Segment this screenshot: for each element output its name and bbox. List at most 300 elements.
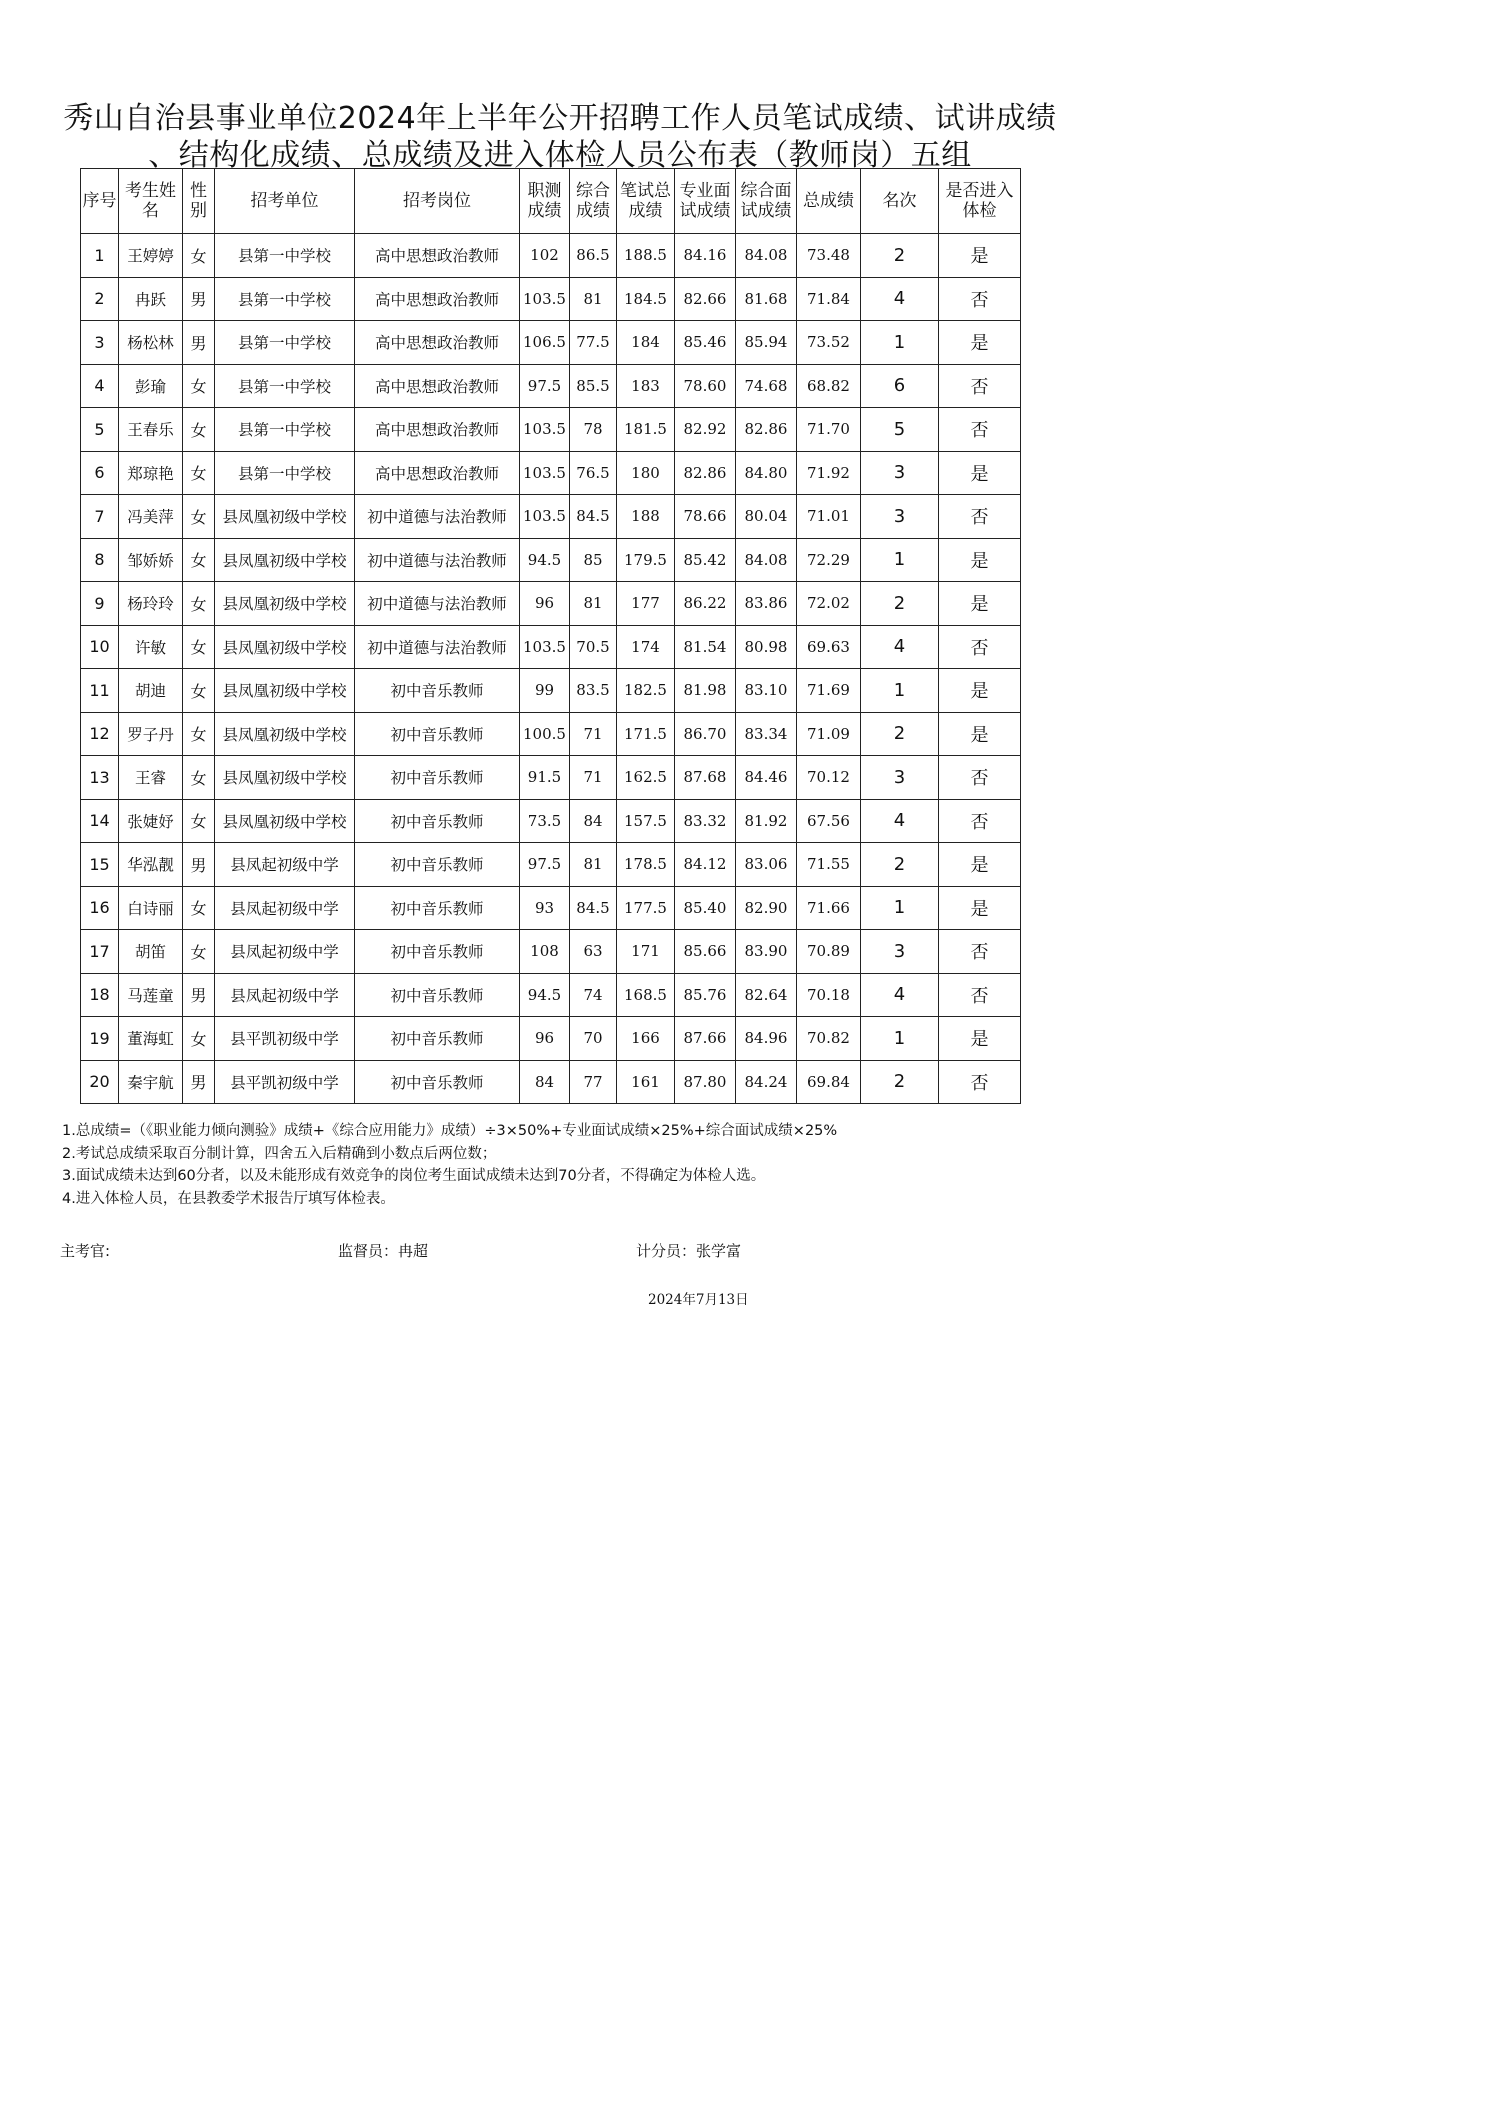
cell-rank: 1 xyxy=(861,538,939,582)
column-header: 性别 xyxy=(183,169,215,234)
cell-post: 初中音乐教师 xyxy=(355,799,520,843)
cell-seq: 13 xyxy=(81,756,119,800)
notes xyxy=(62,1120,837,1210)
cell-post: 初中音乐教师 xyxy=(355,756,520,800)
cell-name: 马莲童 xyxy=(119,973,183,1017)
cell-mianshi: 83.90 xyxy=(736,930,797,974)
cell-mianshi: 85.94 xyxy=(736,321,797,365)
column-header: 笔试总成绩 xyxy=(617,169,675,234)
cell-flag: 是 xyxy=(939,582,1021,626)
cell-zhuanye: 78.60 xyxy=(675,364,736,408)
cell-gender: 女 xyxy=(183,538,215,582)
cell-unit: 县第一中学校 xyxy=(215,321,355,365)
cell-total: 70.82 xyxy=(797,1017,861,1061)
cell-bishi: 184.5 xyxy=(617,277,675,321)
cell-rank: 2 xyxy=(861,234,939,278)
cell-post: 初中音乐教师 xyxy=(355,843,520,887)
cell-post: 初中音乐教师 xyxy=(355,712,520,756)
cell-flag: 是 xyxy=(939,1017,1021,1061)
cell-bishi: 177.5 xyxy=(617,886,675,930)
column-header: 专业面试成绩 xyxy=(675,169,736,234)
cell-flag: 是 xyxy=(939,538,1021,582)
cell-post: 高中思想政治教师 xyxy=(355,234,520,278)
cell-zonghe: 81 xyxy=(570,582,617,626)
cell-seq: 19 xyxy=(81,1017,119,1061)
cell-total: 71.09 xyxy=(797,712,861,756)
cell-zhice: 93 xyxy=(520,886,570,930)
cell-post: 初中道德与法治教师 xyxy=(355,625,520,669)
cell-zhice: 97.5 xyxy=(520,364,570,408)
table-row xyxy=(81,625,1021,669)
scorer-signature: 计分员：张学富 xyxy=(636,1242,742,1260)
cell-unit: 县凤凰初级中学校 xyxy=(215,582,355,626)
cell-seq: 10 xyxy=(81,625,119,669)
cell-mianshi: 81.68 xyxy=(736,277,797,321)
note-4: 4.进入体检人员，在县教委学术报告厅填写体检表。 xyxy=(62,1190,395,1207)
cell-total: 70.89 xyxy=(797,930,861,974)
cell-gender: 女 xyxy=(183,712,215,756)
cell-zhuanye: 85.40 xyxy=(675,886,736,930)
table-row xyxy=(81,234,1021,278)
cell-zhice: 103.5 xyxy=(520,277,570,321)
cell-post: 初中音乐教师 xyxy=(355,1017,520,1061)
cell-name: 许敏 xyxy=(119,625,183,669)
examiner-signature: 主考官: xyxy=(60,1242,111,1260)
cell-seq: 18 xyxy=(81,973,119,1017)
cell-unit: 县平凯初级中学 xyxy=(215,1017,355,1061)
table-row xyxy=(81,582,1021,626)
cell-zhuanye: 86.22 xyxy=(675,582,736,626)
cell-name: 杨玲玲 xyxy=(119,582,183,626)
cell-flag: 是 xyxy=(939,712,1021,756)
cell-post: 高中思想政治教师 xyxy=(355,408,520,452)
cell-post: 高中思想政治教师 xyxy=(355,277,520,321)
cell-zhice: 103.5 xyxy=(520,408,570,452)
cell-gender: 男 xyxy=(183,843,215,887)
cell-mianshi: 82.64 xyxy=(736,973,797,1017)
note-3: 3.面试成绩未达到60分者，以及未能形成有效竞争的岗位考生面试成绩未达到70分者，不得确定为体检人选。 xyxy=(62,1168,766,1184)
cell-rank: 2 xyxy=(861,712,939,756)
cell-name: 王春乐 xyxy=(119,408,183,452)
cell-name: 华泓靓 xyxy=(119,843,183,887)
cell-post: 初中道德与法治教师 xyxy=(355,538,520,582)
cell-zhuanye: 85.76 xyxy=(675,973,736,1017)
cell-zonghe: 77 xyxy=(570,1060,617,1104)
table-row xyxy=(81,1017,1021,1061)
document-date: 2024年7月13日 xyxy=(648,1292,749,1308)
column-header: 综合成绩 xyxy=(570,169,617,234)
column-header: 职测成绩 xyxy=(520,169,570,234)
cell-name: 董海虹 xyxy=(119,1017,183,1061)
cell-bishi: 182.5 xyxy=(617,669,675,713)
table-row xyxy=(81,495,1021,539)
cell-zonghe: 85.5 xyxy=(570,364,617,408)
cell-name: 杨松林 xyxy=(119,321,183,365)
cell-zonghe: 71 xyxy=(570,756,617,800)
cell-zhuanye: 82.86 xyxy=(675,451,736,495)
table-row xyxy=(81,408,1021,452)
table-row xyxy=(81,321,1021,365)
cell-mianshi: 80.04 xyxy=(736,495,797,539)
cell-bishi: 171 xyxy=(617,930,675,974)
cell-bishi: 180 xyxy=(617,451,675,495)
cell-unit: 县第一中学校 xyxy=(215,451,355,495)
cell-zhice: 99 xyxy=(520,669,570,713)
cell-zonghe: 81 xyxy=(570,843,617,887)
cell-bishi: 181.5 xyxy=(617,408,675,452)
cell-rank: 1 xyxy=(861,886,939,930)
cell-mianshi: 84.46 xyxy=(736,756,797,800)
cell-zhuanye: 81.54 xyxy=(675,625,736,669)
cell-gender: 男 xyxy=(183,321,215,365)
note-2: 2.考试总成绩采取百分制计算，四舍五入后精确到小数点后两位数； xyxy=(62,1145,497,1162)
cell-name: 王婷婷 xyxy=(119,234,183,278)
cell-zonghe: 86.5 xyxy=(570,234,617,278)
cell-zhuanye: 87.68 xyxy=(675,756,736,800)
cell-mianshi: 84.24 xyxy=(736,1060,797,1104)
cell-zonghe: 70.5 xyxy=(570,625,617,669)
cell-unit: 县凤凰初级中学校 xyxy=(215,538,355,582)
cell-zhuanye: 78.66 xyxy=(675,495,736,539)
cell-total: 71.84 xyxy=(797,277,861,321)
cell-name: 冯美萍 xyxy=(119,495,183,539)
cell-bishi: 161 xyxy=(617,1060,675,1104)
column-header: 考生姓名 xyxy=(119,169,183,234)
cell-flag: 否 xyxy=(939,1060,1021,1104)
cell-total: 72.29 xyxy=(797,538,861,582)
cell-seq: 16 xyxy=(81,886,119,930)
cell-post: 初中音乐教师 xyxy=(355,930,520,974)
cell-rank: 1 xyxy=(861,669,939,713)
cell-rank: 3 xyxy=(861,451,939,495)
cell-gender: 女 xyxy=(183,886,215,930)
cell-name: 邹娇娇 xyxy=(119,538,183,582)
cell-unit: 县凤凰初级中学校 xyxy=(215,669,355,713)
cell-seq: 9 xyxy=(81,582,119,626)
cell-gender: 女 xyxy=(183,625,215,669)
cell-mianshi: 83.34 xyxy=(736,712,797,756)
cell-rank: 1 xyxy=(861,1017,939,1061)
table-row xyxy=(81,277,1021,321)
cell-unit: 县凤凰初级中学校 xyxy=(215,756,355,800)
cell-gender: 男 xyxy=(183,973,215,1017)
cell-seq: 5 xyxy=(81,408,119,452)
cell-zhice: 91.5 xyxy=(520,756,570,800)
cell-rank: 2 xyxy=(861,843,939,887)
cell-rank: 4 xyxy=(861,277,939,321)
cell-seq: 17 xyxy=(81,930,119,974)
column-header: 招考单位 xyxy=(215,169,355,234)
cell-mianshi: 82.86 xyxy=(736,408,797,452)
cell-gender: 女 xyxy=(183,582,215,626)
table-row xyxy=(81,669,1021,713)
cell-flag: 否 xyxy=(939,625,1021,669)
cell-mianshi: 84.08 xyxy=(736,234,797,278)
cell-total: 71.92 xyxy=(797,451,861,495)
cell-name: 秦宇航 xyxy=(119,1060,183,1104)
cell-unit: 县凤凰初级中学校 xyxy=(215,799,355,843)
cell-mianshi: 84.96 xyxy=(736,1017,797,1061)
cell-zonghe: 74 xyxy=(570,973,617,1017)
cell-zhuanye: 86.70 xyxy=(675,712,736,756)
cell-zhice: 94.5 xyxy=(520,538,570,582)
note-1: 1.总成绩=（《职业能力倾向测验》成绩+《综合应用能力》成绩）÷3×50%+专业面试成绩×25%+综合面试成绩×25% xyxy=(62,1123,838,1139)
results-table xyxy=(80,168,1021,1104)
cell-zhice: 84 xyxy=(520,1060,570,1104)
cell-zonghe: 77.5 xyxy=(570,321,617,365)
cell-flag: 是 xyxy=(939,321,1021,365)
cell-mianshi: 82.90 xyxy=(736,886,797,930)
cell-rank: 4 xyxy=(861,973,939,1017)
cell-zhice: 100.5 xyxy=(520,712,570,756)
cell-total: 70.18 xyxy=(797,973,861,1017)
cell-name: 胡迪 xyxy=(119,669,183,713)
cell-gender: 女 xyxy=(183,234,215,278)
cell-rank: 2 xyxy=(861,582,939,626)
cell-bishi: 183 xyxy=(617,364,675,408)
cell-gender: 男 xyxy=(183,1060,215,1104)
table-row xyxy=(81,886,1021,930)
table-row xyxy=(81,538,1021,582)
cell-zhice: 108 xyxy=(520,930,570,974)
cell-zhuanye: 82.92 xyxy=(675,408,736,452)
cell-rank: 6 xyxy=(861,364,939,408)
cell-post: 初中音乐教师 xyxy=(355,886,520,930)
cell-flag: 是 xyxy=(939,886,1021,930)
cell-mianshi: 74.68 xyxy=(736,364,797,408)
cell-zhice: 73.5 xyxy=(520,799,570,843)
cell-zhuanye: 87.80 xyxy=(675,1060,736,1104)
cell-zonghe: 76.5 xyxy=(570,451,617,495)
cell-seq: 8 xyxy=(81,538,119,582)
cell-bishi: 166 xyxy=(617,1017,675,1061)
table-row xyxy=(81,1060,1021,1104)
cell-gender: 女 xyxy=(183,451,215,495)
cell-seq: 1 xyxy=(81,234,119,278)
cell-total: 69.63 xyxy=(797,625,861,669)
cell-post: 初中音乐教师 xyxy=(355,1060,520,1104)
cell-name: 王睿 xyxy=(119,756,183,800)
cell-total: 68.82 xyxy=(797,364,861,408)
cell-rank: 3 xyxy=(861,930,939,974)
table-row xyxy=(81,930,1021,974)
cell-gender: 男 xyxy=(183,277,215,321)
cell-flag: 否 xyxy=(939,408,1021,452)
cell-zhuanye: 85.42 xyxy=(675,538,736,582)
cell-unit: 县凤起初级中学 xyxy=(215,886,355,930)
cell-zonghe: 84.5 xyxy=(570,886,617,930)
cell-total: 71.70 xyxy=(797,408,861,452)
cell-zhuanye: 87.66 xyxy=(675,1017,736,1061)
cell-zonghe: 71 xyxy=(570,712,617,756)
cell-unit: 县凤凰初级中学校 xyxy=(215,625,355,669)
cell-zonghe: 85 xyxy=(570,538,617,582)
cell-flag: 否 xyxy=(939,973,1021,1017)
cell-post: 初中道德与法治教师 xyxy=(355,495,520,539)
table-row xyxy=(81,973,1021,1017)
cell-bishi: 174 xyxy=(617,625,675,669)
cell-rank: 3 xyxy=(861,756,939,800)
table-row xyxy=(81,451,1021,495)
cell-bishi: 162.5 xyxy=(617,756,675,800)
cell-flag: 否 xyxy=(939,930,1021,974)
cell-name: 张婕妤 xyxy=(119,799,183,843)
table-body xyxy=(81,234,1021,1104)
cell-zhuanye: 81.98 xyxy=(675,669,736,713)
cell-flag: 否 xyxy=(939,799,1021,843)
cell-unit: 县凤起初级中学 xyxy=(215,843,355,887)
cell-bishi: 179.5 xyxy=(617,538,675,582)
cell-bishi: 188.5 xyxy=(617,234,675,278)
cell-total: 73.52 xyxy=(797,321,861,365)
cell-bishi: 184 xyxy=(617,321,675,365)
cell-zhice: 103.5 xyxy=(520,495,570,539)
cell-mianshi: 83.06 xyxy=(736,843,797,887)
cell-zhuanye: 83.32 xyxy=(675,799,736,843)
cell-post: 初中音乐教师 xyxy=(355,669,520,713)
document-title-line1: 秀山自治县事业单位2024年上半年公开招聘工作人员笔试成绩、试讲成绩 xyxy=(63,101,1057,136)
column-header: 名次 xyxy=(861,169,939,234)
cell-gender: 女 xyxy=(183,364,215,408)
cell-zhuanye: 82.66 xyxy=(675,277,736,321)
cell-zhuanye: 84.16 xyxy=(675,234,736,278)
cell-seq: 6 xyxy=(81,451,119,495)
cell-zonghe: 78 xyxy=(570,408,617,452)
cell-gender: 女 xyxy=(183,495,215,539)
cell-post: 高中思想政治教师 xyxy=(355,451,520,495)
cell-flag: 否 xyxy=(939,756,1021,800)
cell-name: 白诗丽 xyxy=(119,886,183,930)
cell-seq: 14 xyxy=(81,799,119,843)
table-header-row xyxy=(81,169,1021,234)
cell-total: 71.66 xyxy=(797,886,861,930)
cell-total: 72.02 xyxy=(797,582,861,626)
cell-total: 67.56 xyxy=(797,799,861,843)
cell-zhice: 96 xyxy=(520,1017,570,1061)
document-title-line2: 、结构化成绩、总成绩及进入体检人员公布表（教师岗）五组 xyxy=(148,138,972,173)
cell-flag: 否 xyxy=(939,277,1021,321)
table-row xyxy=(81,799,1021,843)
cell-total: 70.12 xyxy=(797,756,861,800)
cell-flag: 是 xyxy=(939,669,1021,713)
cell-unit: 县第一中学校 xyxy=(215,408,355,452)
cell-name: 罗子丹 xyxy=(119,712,183,756)
cell-unit: 县凤起初级中学 xyxy=(215,973,355,1017)
cell-rank: 5 xyxy=(861,408,939,452)
cell-mianshi: 84.08 xyxy=(736,538,797,582)
cell-seq: 15 xyxy=(81,843,119,887)
cell-zhice: 103.5 xyxy=(520,625,570,669)
cell-total: 69.84 xyxy=(797,1060,861,1104)
cell-zonghe: 70 xyxy=(570,1017,617,1061)
cell-gender: 女 xyxy=(183,408,215,452)
cell-seq: 11 xyxy=(81,669,119,713)
cell-name: 彭瑜 xyxy=(119,364,183,408)
cell-post: 高中思想政治教师 xyxy=(355,364,520,408)
column-header: 综合面试成绩 xyxy=(736,169,797,234)
cell-rank: 4 xyxy=(861,799,939,843)
cell-mianshi: 81.92 xyxy=(736,799,797,843)
cell-mianshi: 80.98 xyxy=(736,625,797,669)
cell-zhice: 103.5 xyxy=(520,451,570,495)
cell-zhuanye: 85.46 xyxy=(675,321,736,365)
cell-flag: 否 xyxy=(939,364,1021,408)
table-row xyxy=(81,364,1021,408)
cell-unit: 县凤凰初级中学校 xyxy=(215,495,355,539)
cell-unit: 县第一中学校 xyxy=(215,277,355,321)
cell-post: 高中思想政治教师 xyxy=(355,321,520,365)
cell-gender: 女 xyxy=(183,799,215,843)
cell-zonghe: 83.5 xyxy=(570,669,617,713)
cell-gender: 女 xyxy=(183,669,215,713)
cell-zhice: 94.5 xyxy=(520,973,570,1017)
cell-total: 71.69 xyxy=(797,669,861,713)
cell-seq: 3 xyxy=(81,321,119,365)
cell-zhuanye: 84.12 xyxy=(675,843,736,887)
cell-rank: 2 xyxy=(861,1060,939,1104)
cell-total: 73.48 xyxy=(797,234,861,278)
cell-zhuanye: 85.66 xyxy=(675,930,736,974)
cell-zhice: 97.5 xyxy=(520,843,570,887)
column-header: 总成绩 xyxy=(797,169,861,234)
cell-unit: 县第一中学校 xyxy=(215,364,355,408)
cell-name: 冉跃 xyxy=(119,277,183,321)
cell-post: 初中音乐教师 xyxy=(355,973,520,1017)
cell-bishi: 171.5 xyxy=(617,712,675,756)
cell-mianshi: 83.10 xyxy=(736,669,797,713)
cell-flag: 是 xyxy=(939,451,1021,495)
cell-zonghe: 81 xyxy=(570,277,617,321)
cell-bishi: 177 xyxy=(617,582,675,626)
cell-unit: 县第一中学校 xyxy=(215,234,355,278)
cell-seq: 2 xyxy=(81,277,119,321)
cell-name: 胡笛 xyxy=(119,930,183,974)
cell-gender: 女 xyxy=(183,930,215,974)
cell-bishi: 157.5 xyxy=(617,799,675,843)
cell-rank: 1 xyxy=(861,321,939,365)
cell-mianshi: 84.80 xyxy=(736,451,797,495)
column-header: 是否进入体检 xyxy=(939,169,1021,234)
table-row xyxy=(81,843,1021,887)
cell-post: 初中道德与法治教师 xyxy=(355,582,520,626)
table-row xyxy=(81,712,1021,756)
supervisor-signature: 监督员：冉超 xyxy=(338,1242,429,1260)
cell-flag: 是 xyxy=(939,234,1021,278)
cell-zonghe: 84 xyxy=(570,799,617,843)
cell-rank: 3 xyxy=(861,495,939,539)
cell-zonghe: 63 xyxy=(570,930,617,974)
cell-unit: 县平凯初级中学 xyxy=(215,1060,355,1104)
cell-gender: 女 xyxy=(183,756,215,800)
cell-bishi: 168.5 xyxy=(617,973,675,1017)
cell-zhice: 106.5 xyxy=(520,321,570,365)
column-header: 序号 xyxy=(81,169,119,234)
cell-gender: 女 xyxy=(183,1017,215,1061)
cell-unit: 县凤凰初级中学校 xyxy=(215,712,355,756)
cell-unit: 县凤起初级中学 xyxy=(215,930,355,974)
cell-mianshi: 83.86 xyxy=(736,582,797,626)
cell-total: 71.55 xyxy=(797,843,861,887)
cell-zonghe: 84.5 xyxy=(570,495,617,539)
cell-seq: 4 xyxy=(81,364,119,408)
cell-total: 71.01 xyxy=(797,495,861,539)
table-row xyxy=(81,756,1021,800)
cell-flag: 否 xyxy=(939,495,1021,539)
cell-seq: 12 xyxy=(81,712,119,756)
cell-zhice: 102 xyxy=(520,234,570,278)
cell-name: 郑琼艳 xyxy=(119,451,183,495)
cell-zhice: 96 xyxy=(520,582,570,626)
